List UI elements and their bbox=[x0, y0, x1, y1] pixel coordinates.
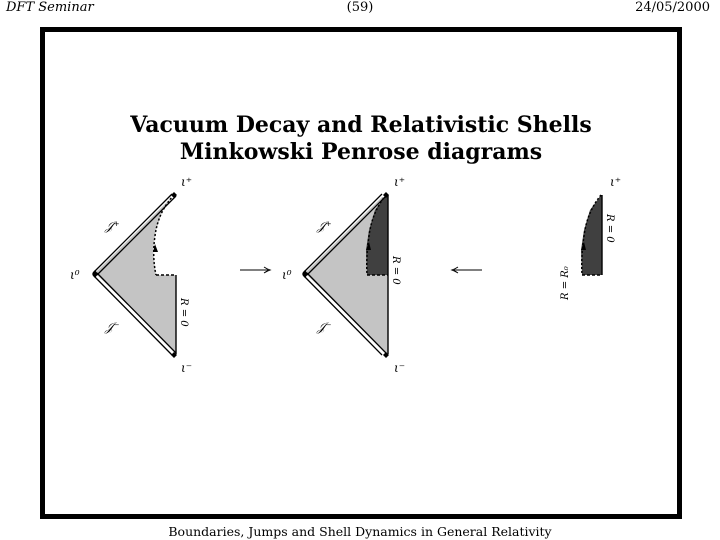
right-r-r0-label: R = R₀ bbox=[560, 266, 571, 300]
left-r0-label: R = 0 bbox=[178, 298, 189, 327]
diagram-right bbox=[560, 175, 621, 301]
slide-title-line1: Vacuum Decay and Relativistic Shells bbox=[130, 112, 592, 138]
middle-i-zero-label: ι⁰ bbox=[282, 268, 292, 282]
middle-r0-label: R = 0 bbox=[390, 256, 401, 285]
left-i-minus-label: ι⁻ bbox=[181, 361, 193, 375]
middle-i-minus-label: ι⁻ bbox=[394, 361, 406, 375]
header-date: 24/05/2000 bbox=[635, 0, 710, 15]
left-scri-plus-label: 𝒥⁺ bbox=[105, 219, 120, 233]
middle-scri-minus-label: 𝒥⁻ bbox=[317, 320, 332, 334]
arrow-left bbox=[452, 267, 482, 273]
arrow-right bbox=[240, 267, 270, 273]
left-i-zero-label: ι⁰ bbox=[70, 268, 80, 282]
diagram-middle bbox=[282, 175, 405, 375]
header-left-title: DFT Seminar bbox=[6, 0, 94, 15]
middle-scri-plus-label: 𝒥⁺ bbox=[317, 219, 332, 233]
left-i-plus-label: ι⁺ bbox=[181, 175, 193, 189]
right-r0-label: R = 0 bbox=[604, 214, 615, 243]
right-i-plus-label: ι⁺ bbox=[610, 175, 622, 189]
middle-i-plus-label: ι⁺ bbox=[394, 175, 406, 189]
slide-title-line2: Minkowski Penrose diagrams bbox=[179, 139, 543, 165]
diagram-left bbox=[70, 175, 192, 375]
slide-footer: Boundaries, Jumps and Shell Dynamics in General Relativity bbox=[168, 524, 552, 539]
right-dark-region bbox=[581, 195, 602, 275]
left-scri-minus-label: 𝒥⁻ bbox=[105, 320, 120, 334]
header-page-number: (59) bbox=[346, 0, 374, 15]
